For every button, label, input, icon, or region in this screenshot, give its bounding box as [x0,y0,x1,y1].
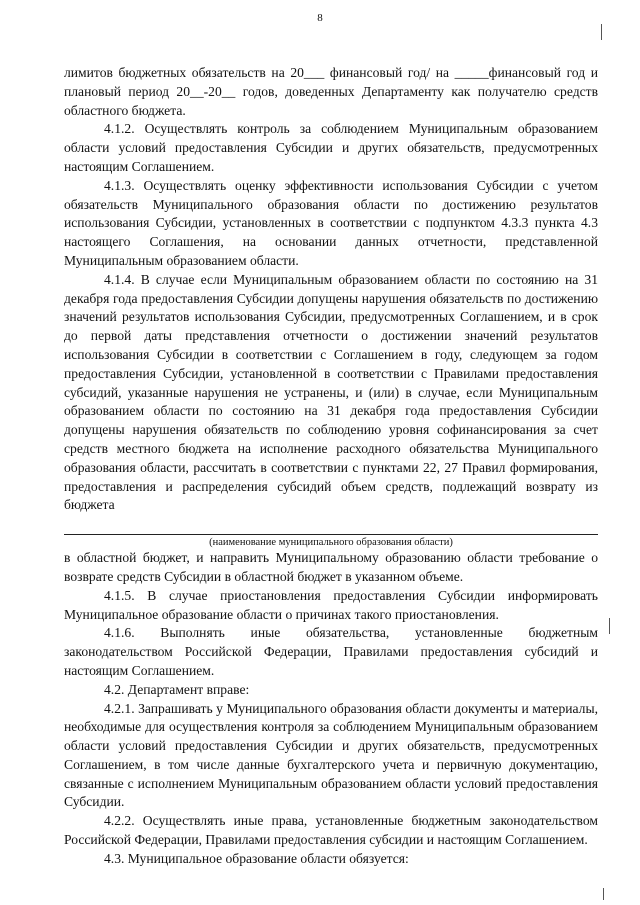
blank-fill-line [64,517,598,535]
page-number: 8 [317,12,323,24]
scan-artifact [603,888,604,900]
document-body [64,64,598,869]
paragraph-limits: лимитов бюджетных обязательств на 20___ финансовый год/ на _____финансовый год и плановый период 20__-20__ годов, доведенных Департаменту как получателю средств областного бюджета. [64,65,598,118]
paragraph-4-3: 4.3. Муниципальное образование области обязуется: [104,850,409,866]
paragraph-4-1-4-continued: в областной бюджет, и направить Муниципальному образованию области требование о возврате средств Субсидии в областной бюджет в указанном объеме. [64,550,598,584]
paragraph-4-1-3: 4.1.3. Осуществлять оценку эффективности использования Субсидии с учетом обязательств Муниципального образования области по достижению результатов использования Субсидии, установленных в соответствии с подпунктом 4.3.3 пункта 4.3 настоящего Соглашения, на основании данных отчетности, представленной Муниципальным образованием области. [64,177,598,268]
paragraph-4-2-2: 4.2.2. Осуществлять иные права, установленные бюджетным законодательством Российской Федерации, Правилами предоставления субсидии и настоящим Соглашением. [64,813,598,848]
paragraph-4-1-5: 4.1.5. В случае приостановления предоставления Субсидии информировать Муниципальное образование области о причинах такого приостановления. [64,587,598,622]
paragraph-4-2-1: 4.2.1. Запрашивать у Муниципального образования области документы и материалы, необходимые для осуществления контроля за соблюдением Муниципальным образованием области условий предоставления Субсидии и других обязательств, предусмотренных Соглашением, в том числе данные бухгалтерского учета и первичную документацию, связанные с исполнением Муниципальным образованием области условий предоставления Субсидии. [64,700,598,810]
paragraph-4-1-4: 4.1.4. В случае если Муниципальным образованием области по состоянию на 31 декабря года предоставления Субсидии допущены нарушения обязательств по достижению значений результатов использования Субсидии, предусмотренных Соглашением, и в срок до первой даты представления отчетности о достижении значений результатов использования Субсидии в соответствии с Соглашением в году, следующем за годом предоставления Субсидии, установленной в соответствии с Правилами предоставления субсидий, указанные нарушения не устранены, и (или) в случае, если Муниципальным образованием области по состоянию на 31 декабря года предоставления Субсидии допущены нарушения обязательств по соблюдению уровня софинансирования за счет средств местного бюджета на исполнение расходного обязательства Муниципального образования области, рассчитать в соответствии с пунктами 22, 27 Правил формирования, предоставления и распределения субсидий объем средств, подлежащий возврату из бюджета [64,271,598,513]
paragraph-4-1-6: 4.1.6. Выполнять иные обязательства, установленные бюджетным законодательством Российской Федерации, Правилами предоставления субсидий и настоящим Соглашением. [64,625,598,678]
scan-artifact [601,24,602,40]
fill-line-caption: (наименование муниципального образования области) [209,537,453,549]
paragraph-4-1-2: 4.1.2. Осуществлять контроль за соблюдением Муниципальным образованием области условий предоставления Субсидии и других обязательств, предусмотренных настоящим Соглашением. [64,121,598,174]
paragraph-4-2: 4.2. Департамент вправе: [104,681,250,697]
scan-artifact [609,618,610,634]
